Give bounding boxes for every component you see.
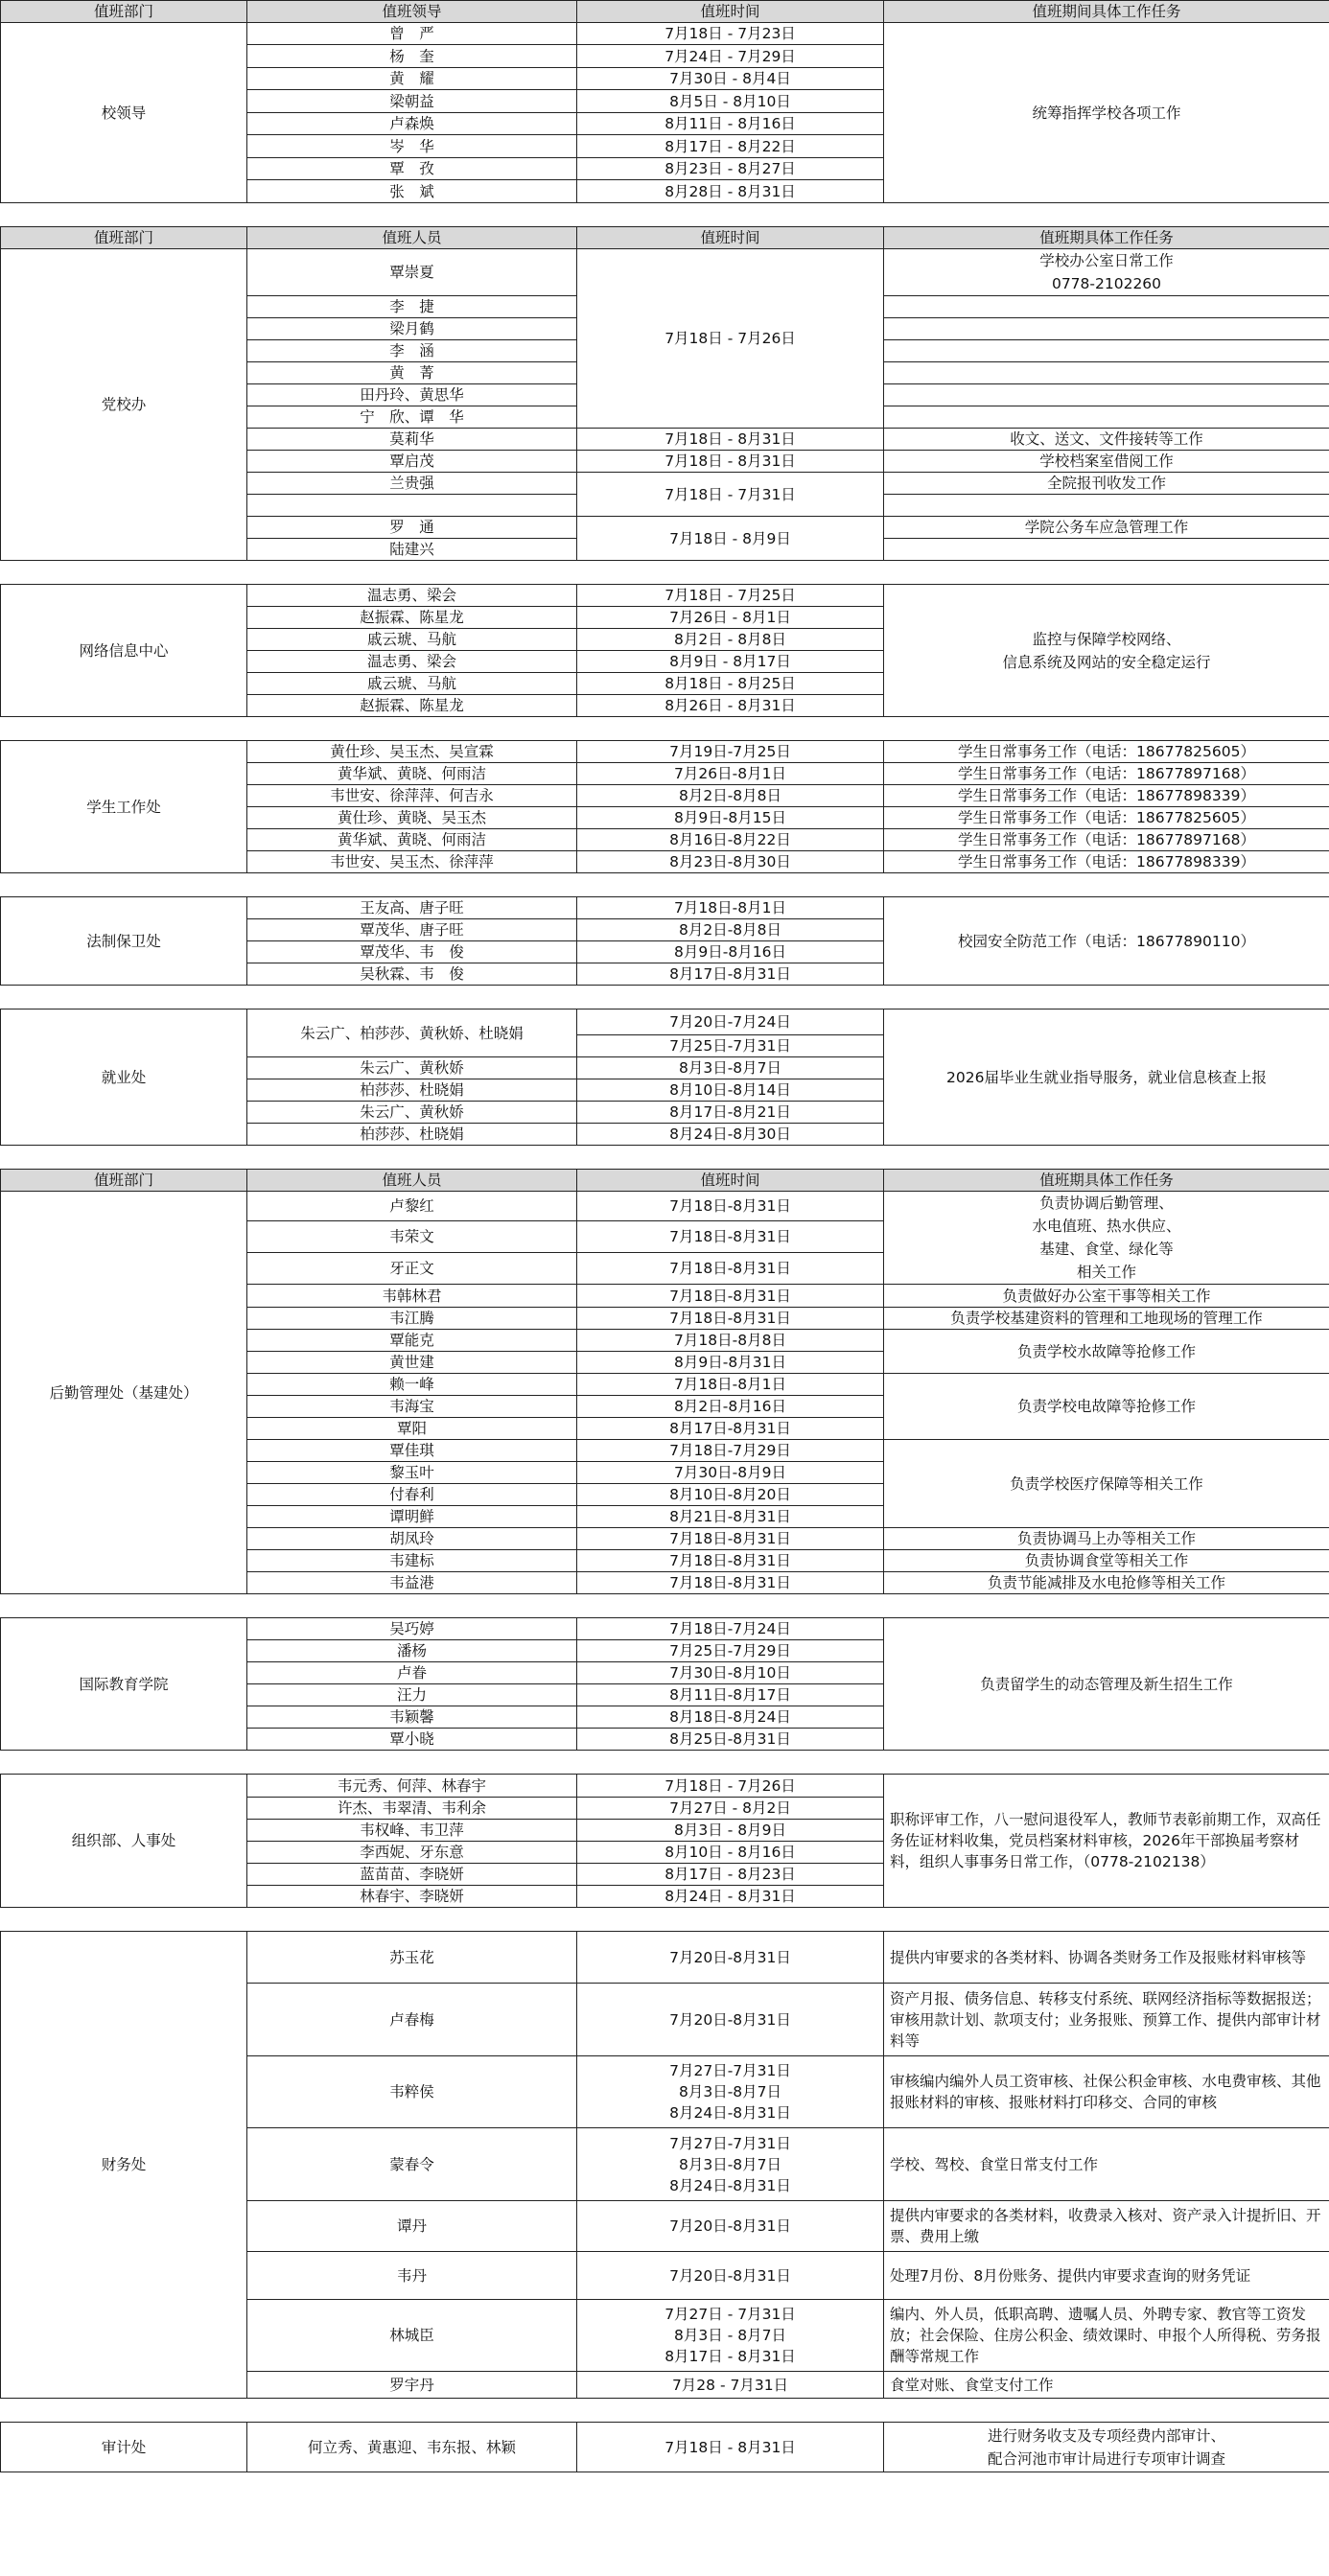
staff-cell: 潘杨 xyxy=(247,1640,577,1662)
task-cell: 处理7月份、8月份账务、提供内审要求查询的财务凭证 xyxy=(884,2252,1329,2300)
time-cell: 7月20日-8月31日 xyxy=(577,2201,884,2252)
time-cell: 7月26日-8月1日 xyxy=(577,763,884,785)
time-cell: 7月20日-7月24日 xyxy=(577,1010,884,1035)
staff-cell: 韦元秀、何萍、林春宇 xyxy=(247,1775,577,1798)
task-cell: 负责节能减排及水电抢修等相关工作 xyxy=(884,1572,1329,1594)
task-cell: 统筹指挥学校各项工作 xyxy=(884,23,1329,203)
task-cell: 学生日常事务工作（电话：18677897168） xyxy=(884,763,1329,785)
section-gap xyxy=(1,1594,1329,1618)
time-cell: 7月18日-8月1日 xyxy=(577,897,884,919)
section-gap xyxy=(1,986,1329,1010)
time-cell: 7月18日-8月31日 xyxy=(577,1528,884,1550)
time-cell: 7月30日 - 8月4日 xyxy=(577,68,884,90)
time-cell: 7月20日-8月31日 xyxy=(577,1984,884,2056)
time-cell: 8月24日 - 8月31日 xyxy=(577,1886,884,1908)
task-cell: 提供内审要求的各类材料，收费录入核对、资产录入计提折旧、开票、费用上缴 xyxy=(884,2201,1329,2252)
table-row xyxy=(1,249,1329,296)
staff-cell: 黄华斌、黄晓、何雨洁 xyxy=(247,763,577,785)
staff-cell: 覃茂华、唐子旺 xyxy=(247,919,577,941)
task-cell: 学生日常事务工作（电话：18677898339） xyxy=(884,785,1329,807)
task-cell: 学院公务车应急管理工作 xyxy=(884,517,1329,539)
staff-cell: 吴秋霖、韦 俊 xyxy=(247,963,577,986)
staff-cell: 王友高、唐子旺 xyxy=(247,897,577,919)
staff-cell: 赖一峰 xyxy=(247,1374,577,1396)
time-cell: 8月3日-8月7日 xyxy=(577,1057,884,1079)
staff-cell: 梁月鹤 xyxy=(247,318,577,340)
staff-cell: 韦江腾 xyxy=(247,1308,577,1330)
time-cell: 7月27日 - 8月2日 xyxy=(577,1798,884,1820)
section-gap xyxy=(1,1146,1329,1170)
dept-cell: 后勤管理处（基建处） xyxy=(1,1192,247,1594)
time-cell: 8月9日-8月15日 xyxy=(577,807,884,829)
staff-cell: 柏莎莎、杜晓娟 xyxy=(247,1079,577,1102)
time-cell: 8月17日-8月31日 xyxy=(577,1418,884,1440)
time-cell: 8月17日 - 8月23日 xyxy=(577,1864,884,1886)
staff-cell: 黎玉叶 xyxy=(247,1462,577,1484)
task-cell: 负责学校电故障等抢修工作 xyxy=(884,1374,1329,1440)
task-cell xyxy=(884,362,1329,384)
staff-cell: 杨 奎 xyxy=(247,45,577,68)
time-cell: 7月18日-8月31日 xyxy=(577,1285,884,1308)
staff-cell: 赵振霖、陈星龙 xyxy=(247,695,577,717)
time-cell: 7月18日-8月31日 xyxy=(577,1550,884,1572)
dept-cell: 组织部、人事处 xyxy=(1,1775,247,1908)
section-gap xyxy=(1,1751,1329,1775)
dept-cell: 就业处 xyxy=(1,1010,247,1146)
task-cell: 校园安全防范工作（电话：18677890110） xyxy=(884,897,1329,986)
staff-cell: 林春宇、李晓妍 xyxy=(247,1886,577,1908)
task-cell: 食堂对账、食堂支付工作 xyxy=(884,2372,1329,2399)
header-task: 值班期具体工作任务 xyxy=(884,1170,1329,1192)
dept-cell: 党校办 xyxy=(1,249,247,561)
staff-cell: 罗 通 xyxy=(247,517,577,539)
staff-cell: 蒙春令 xyxy=(247,2128,577,2201)
table-row xyxy=(1,585,1329,607)
staff-cell: 汪力 xyxy=(247,1684,577,1706)
task-cell xyxy=(884,384,1329,406)
staff-cell: 覃阳 xyxy=(247,1418,577,1440)
time-cell: 7月27日 - 7月31日 8月3日 - 8月7日 8月17日 - 8月31日 xyxy=(577,2300,884,2372)
time-cell: 8月28日 - 8月31日 xyxy=(577,180,884,203)
task-cell: 学校、驾校、食堂日常支付工作 xyxy=(884,2128,1329,2201)
time-cell: 8月9日-8月16日 xyxy=(577,941,884,963)
time-cell: 7月18日-8月31日 xyxy=(577,1572,884,1594)
staff-cell: 覃启茂 xyxy=(247,451,577,473)
time-cell: 8月10日-8月20日 xyxy=(577,1484,884,1506)
time-cell: 8月24日-8月30日 xyxy=(577,1124,884,1146)
dept-cell: 网络信息中心 xyxy=(1,585,247,717)
time-cell: 8月2日-8月8日 xyxy=(577,919,884,941)
task-cell xyxy=(884,318,1329,340)
task-cell xyxy=(884,340,1329,362)
time-cell: 7月18日-7月24日 xyxy=(577,1618,884,1640)
staff-cell: 岑 华 xyxy=(247,135,577,158)
time-cell: 7月18日-8月31日 xyxy=(577,1220,884,1253)
staff-cell: 胡凤玲 xyxy=(247,1528,577,1550)
staff-cell: 牙正文 xyxy=(247,1253,577,1285)
staff-cell: 覃能克 xyxy=(247,1330,577,1352)
staff-cell: 黄仕珍、黄晓、吴玉杰 xyxy=(247,807,577,829)
staff-cell: 李 涵 xyxy=(247,340,577,362)
staff-cell: 宁 欣、谭 华 xyxy=(247,406,577,429)
task-cell: 资产月报、债务信息、转移支付系统、联网经济指标等数据报送；审核用款计划、款项支付；业务报账、预算工作、提供内部审计材料等 xyxy=(884,1984,1329,2056)
time-cell: 7月18日-8月8日 xyxy=(577,1330,884,1352)
section-gap xyxy=(1,1908,1329,1932)
staff-cell: 韦韩林君 xyxy=(247,1285,577,1308)
staff-cell: 韦建标 xyxy=(247,1550,577,1572)
dept-cell: 法制保卫处 xyxy=(1,897,247,986)
section-gap xyxy=(1,717,1329,741)
task-cell: 学校办公室日常工作 0778-2102260 xyxy=(884,249,1329,296)
task-cell: 负责学校医疗保障等相关工作 xyxy=(884,1440,1329,1528)
header-staff: 值班人员 xyxy=(247,1170,577,1192)
staff-cell: 黄仕珍、吴玉杰、吴宣霖 xyxy=(247,741,577,763)
staff-cell: 吴巧婷 xyxy=(247,1618,577,1640)
time-cell: 7月30日-8月9日 xyxy=(577,1462,884,1484)
time-cell: 8月21日-8月31日 xyxy=(577,1506,884,1528)
staff-cell: 黄华斌、黄晓、何雨洁 xyxy=(247,829,577,851)
task-cell: 编内、外人员，低职高聘、遗嘱人员、外聘专家、教官等工资发放；社会保险、住房公积金、绩效课时、申报个人所得税、劳务报酬等常规工作 xyxy=(884,2300,1329,2372)
time-cell: 7月18日 - 8月31日 xyxy=(577,429,884,451)
time-cell: 7月26日 - 8月1日 xyxy=(577,607,884,629)
table-row xyxy=(1,897,1329,919)
time-cell: 7月27日-7月31日 8月3日-8月7日 8月24日-8月31日 xyxy=(577,2128,884,2201)
task-cell: 监控与保障学校网络、 信息系统及网站的安全稳定运行 xyxy=(884,585,1329,717)
time-cell: 8月2日-8月16日 xyxy=(577,1396,884,1418)
time-cell: 8月17日 - 8月22日 xyxy=(577,135,884,158)
staff-cell: 温志勇、梁会 xyxy=(247,651,577,673)
task-cell: 学生日常事务工作（电话：18677825605） xyxy=(884,741,1329,763)
time-cell: 8月23日-8月30日 xyxy=(577,851,884,873)
time-cell: 7月18日 - 7月26日 xyxy=(577,1775,884,1798)
staff-cell: 卢眷 xyxy=(247,1662,577,1684)
staff-cell: 卢春梅 xyxy=(247,1984,577,2056)
duty-schedule-body xyxy=(1,1,1329,2472)
staff-cell: 韦荣文 xyxy=(247,1220,577,1253)
section-gap xyxy=(1,203,1329,227)
staff-cell: 赵振霖、陈星龙 xyxy=(247,607,577,629)
task-cell: 负责留学生的动态管理及新生招生工作 xyxy=(884,1618,1329,1751)
staff-cell: 覃茂华、韦 俊 xyxy=(247,941,577,963)
table-row xyxy=(1,2423,1329,2472)
time-cell: 7月27日-7月31日 8月3日-8月7日 8月24日-8月31日 xyxy=(577,2056,884,2128)
time-cell: 7月20日-8月31日 xyxy=(577,1932,884,1984)
time-cell: 7月19日-7月25日 xyxy=(577,741,884,763)
time-cell: 7月18日-8月31日 xyxy=(577,1308,884,1330)
time-cell: 8月18日-8月24日 xyxy=(577,1706,884,1729)
staff-cell: 付春利 xyxy=(247,1484,577,1506)
time-cell: 8月3日 - 8月9日 xyxy=(577,1820,884,1842)
time-cell: 7月25日-7月31日 xyxy=(577,1035,884,1057)
task-cell: 全院报刊收发工作 xyxy=(884,473,1329,495)
time-cell: 8月23日 - 8月27日 xyxy=(577,158,884,180)
staff-cell: 韦世安、徐萍萍、何吉永 xyxy=(247,785,577,807)
time-cell: 7月25日-7月29日 xyxy=(577,1640,884,1662)
task-cell: 进行财务收支及专项经费内部审计、 配合河池市审计局进行专项审计调查 xyxy=(884,2423,1329,2472)
time-cell: 7月18日 - 7月23日 xyxy=(577,23,884,45)
time-cell: 8月11日-8月17日 xyxy=(577,1684,884,1706)
task-cell xyxy=(884,495,1329,517)
task-cell: 学生日常事务工作（电话：18677898339） xyxy=(884,851,1329,873)
time-cell: 8月10日 - 8月16日 xyxy=(577,1842,884,1864)
staff-cell: 谭明鲜 xyxy=(247,1506,577,1528)
time-cell: 7月18日 - 7月25日 xyxy=(577,585,884,607)
time-cell: 8月9日-8月31日 xyxy=(577,1352,884,1374)
section-gap xyxy=(1,873,1329,897)
task-cell: 收文、送文、文件接转等工作 xyxy=(884,429,1329,451)
staff-cell: 朱云广、黄秋娇 xyxy=(247,1102,577,1124)
task-cell: 负责协调马上办等相关工作 xyxy=(884,1528,1329,1550)
staff-cell: 韦世安、吴玉杰、徐萍萍 xyxy=(247,851,577,873)
task-cell: 负责协调食堂等相关工作 xyxy=(884,1550,1329,1572)
staff-cell: 覃崇夏 xyxy=(247,249,577,296)
table-row xyxy=(1,1932,1329,1984)
staff-cell: 苏玉花 xyxy=(247,1932,577,1984)
staff-cell: 韦益港 xyxy=(247,1572,577,1594)
header-dept: 值班部门 xyxy=(1,227,247,249)
staff-cell: 戚云琥、马航 xyxy=(247,673,577,695)
staff-cell: 许杰、韦翠清、韦利余 xyxy=(247,1798,577,1820)
table-row xyxy=(1,1010,1329,1035)
staff-cell: 黄世建 xyxy=(247,1352,577,1374)
time-cell: 7月18日 - 8月9日 xyxy=(577,517,884,561)
time-cell: 7月18日-8月31日 xyxy=(577,1192,884,1221)
header-staff: 值班领导 xyxy=(247,1,577,23)
staff-cell: 梁朝益 xyxy=(247,90,577,113)
time-cell: 8月17日-8月31日 xyxy=(577,963,884,986)
dept-cell: 校领导 xyxy=(1,23,247,203)
task-cell: 提供内审要求的各类材料、协调各类财务工作及报账材料审核等 xyxy=(884,1932,1329,1984)
staff-cell: 朱云广、黄秋娇 xyxy=(247,1057,577,1079)
time-cell: 7月18日-7月29日 xyxy=(577,1440,884,1462)
dept-cell: 国际教育学院 xyxy=(1,1618,247,1751)
time-cell: 7月18日 - 7月26日 xyxy=(577,249,884,429)
section-gap xyxy=(1,561,1329,585)
header-task: 值班期间具体工作任务 xyxy=(884,1,1329,23)
time-cell: 7月28 - 7月31日 xyxy=(577,2372,884,2399)
task-cell: 负责学校基建资料的管理和工地现场的管理工作 xyxy=(884,1308,1329,1330)
dept-cell: 审计处 xyxy=(1,2423,247,2472)
staff-cell: 韦颖馨 xyxy=(247,1706,577,1729)
header-time: 值班时间 xyxy=(577,227,884,249)
table-header-row xyxy=(1,227,1329,249)
staff-cell: 韦丹 xyxy=(247,2252,577,2300)
section-gap xyxy=(1,2399,1329,2423)
dept-cell: 财务处 xyxy=(1,1932,247,2399)
time-cell: 8月25日-8月31日 xyxy=(577,1729,884,1751)
time-cell: 8月11日 - 8月16日 xyxy=(577,113,884,135)
staff-cell: 田丹玲、黄思华 xyxy=(247,384,577,406)
time-cell: 7月18日 - 7月31日 xyxy=(577,473,884,517)
staff-cell: 韦粹侯 xyxy=(247,2056,577,2128)
staff-cell: 曾 严 xyxy=(247,23,577,45)
table-header-row xyxy=(1,1,1329,23)
time-cell: 7月30日-8月10日 xyxy=(577,1662,884,1684)
staff-cell: 谭丹 xyxy=(247,2201,577,2252)
header-time: 值班时间 xyxy=(577,1170,884,1192)
table-row xyxy=(1,1775,1329,1798)
time-cell: 8月9日 - 8月17日 xyxy=(577,651,884,673)
time-cell: 8月5日 - 8月10日 xyxy=(577,90,884,113)
time-cell: 8月26日 - 8月31日 xyxy=(577,695,884,717)
staff-cell: 蓝苗苗、李晓妍 xyxy=(247,1864,577,1886)
task-cell: 负责协调后勤管理、 水电值班、热水供应、 基建、食堂、绿化等 相关工作 xyxy=(884,1192,1329,1285)
staff-cell xyxy=(247,495,577,517)
staff-cell: 卢森焕 xyxy=(247,113,577,135)
staff-cell: 朱云广、柏莎莎、黄秋娇、杜晓娟 xyxy=(247,1010,577,1057)
time-cell: 7月24日 - 7月29日 xyxy=(577,45,884,68)
table-header-row xyxy=(1,1170,1329,1192)
staff-cell: 何立秀、黄惠迎、韦东报、林颖 xyxy=(247,2423,577,2472)
header-time: 值班时间 xyxy=(577,1,884,23)
staff-cell: 韦权峰、韦卫萍 xyxy=(247,1820,577,1842)
staff-cell: 张 斌 xyxy=(247,180,577,203)
task-cell: 2026届毕业生就业指导服务，就业信息核查上报 xyxy=(884,1010,1329,1146)
time-cell: 7月18日 - 8月31日 xyxy=(577,2423,884,2472)
staff-cell: 韦海宝 xyxy=(247,1396,577,1418)
staff-cell: 黄 菁 xyxy=(247,362,577,384)
task-cell: 审核编内编外人员工资审核、社保公积金审核、水电费审核、其他报账材料的审核、报账材料打印移交、合同的审核 xyxy=(884,2056,1329,2128)
staff-cell: 罗宇丹 xyxy=(247,2372,577,2399)
task-cell: 负责学校水故障等抢修工作 xyxy=(884,1330,1329,1374)
staff-cell: 覃小晓 xyxy=(247,1729,577,1751)
staff-cell: 卢黎红 xyxy=(247,1192,577,1221)
staff-cell: 戚云琥、马航 xyxy=(247,629,577,651)
table-row xyxy=(1,23,1329,45)
staff-cell: 柏莎莎、杜晓娟 xyxy=(247,1124,577,1146)
header-dept: 值班部门 xyxy=(1,1,247,23)
task-cell: 职称评审工作，八一慰问退役军人，教师节表彰前期工作，双高任务佐证材料收集，党员档案材料审核，2026年干部换届考察材料，组织人事事务日常工作，（0778-2102138） xyxy=(884,1775,1329,1908)
time-cell: 8月17日-8月21日 xyxy=(577,1102,884,1124)
header-task: 值班期具体工作任务 xyxy=(884,227,1329,249)
table-row xyxy=(1,1618,1329,1640)
dept-cell: 学生工作处 xyxy=(1,741,247,873)
staff-cell: 覃 孜 xyxy=(247,158,577,180)
table-row xyxy=(1,1192,1329,1221)
task-cell: 学生日常事务工作（电话：18677897168） xyxy=(884,829,1329,851)
task-cell xyxy=(884,539,1329,561)
time-cell: 8月10日-8月14日 xyxy=(577,1079,884,1102)
header-staff: 值班人员 xyxy=(247,227,577,249)
time-cell: 8月16日-8月22日 xyxy=(577,829,884,851)
time-cell: 7月20日-8月31日 xyxy=(577,2252,884,2300)
staff-cell: 兰贵强 xyxy=(247,473,577,495)
time-cell: 8月2日-8月8日 xyxy=(577,785,884,807)
time-cell: 8月18日 - 8月25日 xyxy=(577,673,884,695)
task-cell: 学校档案室借阅工作 xyxy=(884,451,1329,473)
staff-cell: 覃佳琪 xyxy=(247,1440,577,1462)
task-cell: 负责做好办公室干事等相关工作 xyxy=(884,1285,1329,1308)
table-row xyxy=(1,741,1329,763)
staff-cell: 温志勇、梁会 xyxy=(247,585,577,607)
staff-cell: 莫莉华 xyxy=(247,429,577,451)
header-dept: 值班部门 xyxy=(1,1170,247,1192)
staff-cell: 李西妮、牙东意 xyxy=(247,1842,577,1864)
task-cell: 学生日常事务工作（电话：18677825605） xyxy=(884,807,1329,829)
time-cell: 7月18日-8月1日 xyxy=(577,1374,884,1396)
staff-cell: 陆建兴 xyxy=(247,539,577,561)
task-cell xyxy=(884,296,1329,318)
time-cell: 7月18日 - 8月31日 xyxy=(577,451,884,473)
staff-cell: 李 捷 xyxy=(247,296,577,318)
staff-cell: 林城臣 xyxy=(247,2300,577,2372)
task-cell xyxy=(884,406,1329,429)
staff-cell: 黄 耀 xyxy=(247,68,577,90)
time-cell: 7月18日-8月31日 xyxy=(577,1253,884,1285)
time-cell: 8月2日 - 8月8日 xyxy=(577,629,884,651)
